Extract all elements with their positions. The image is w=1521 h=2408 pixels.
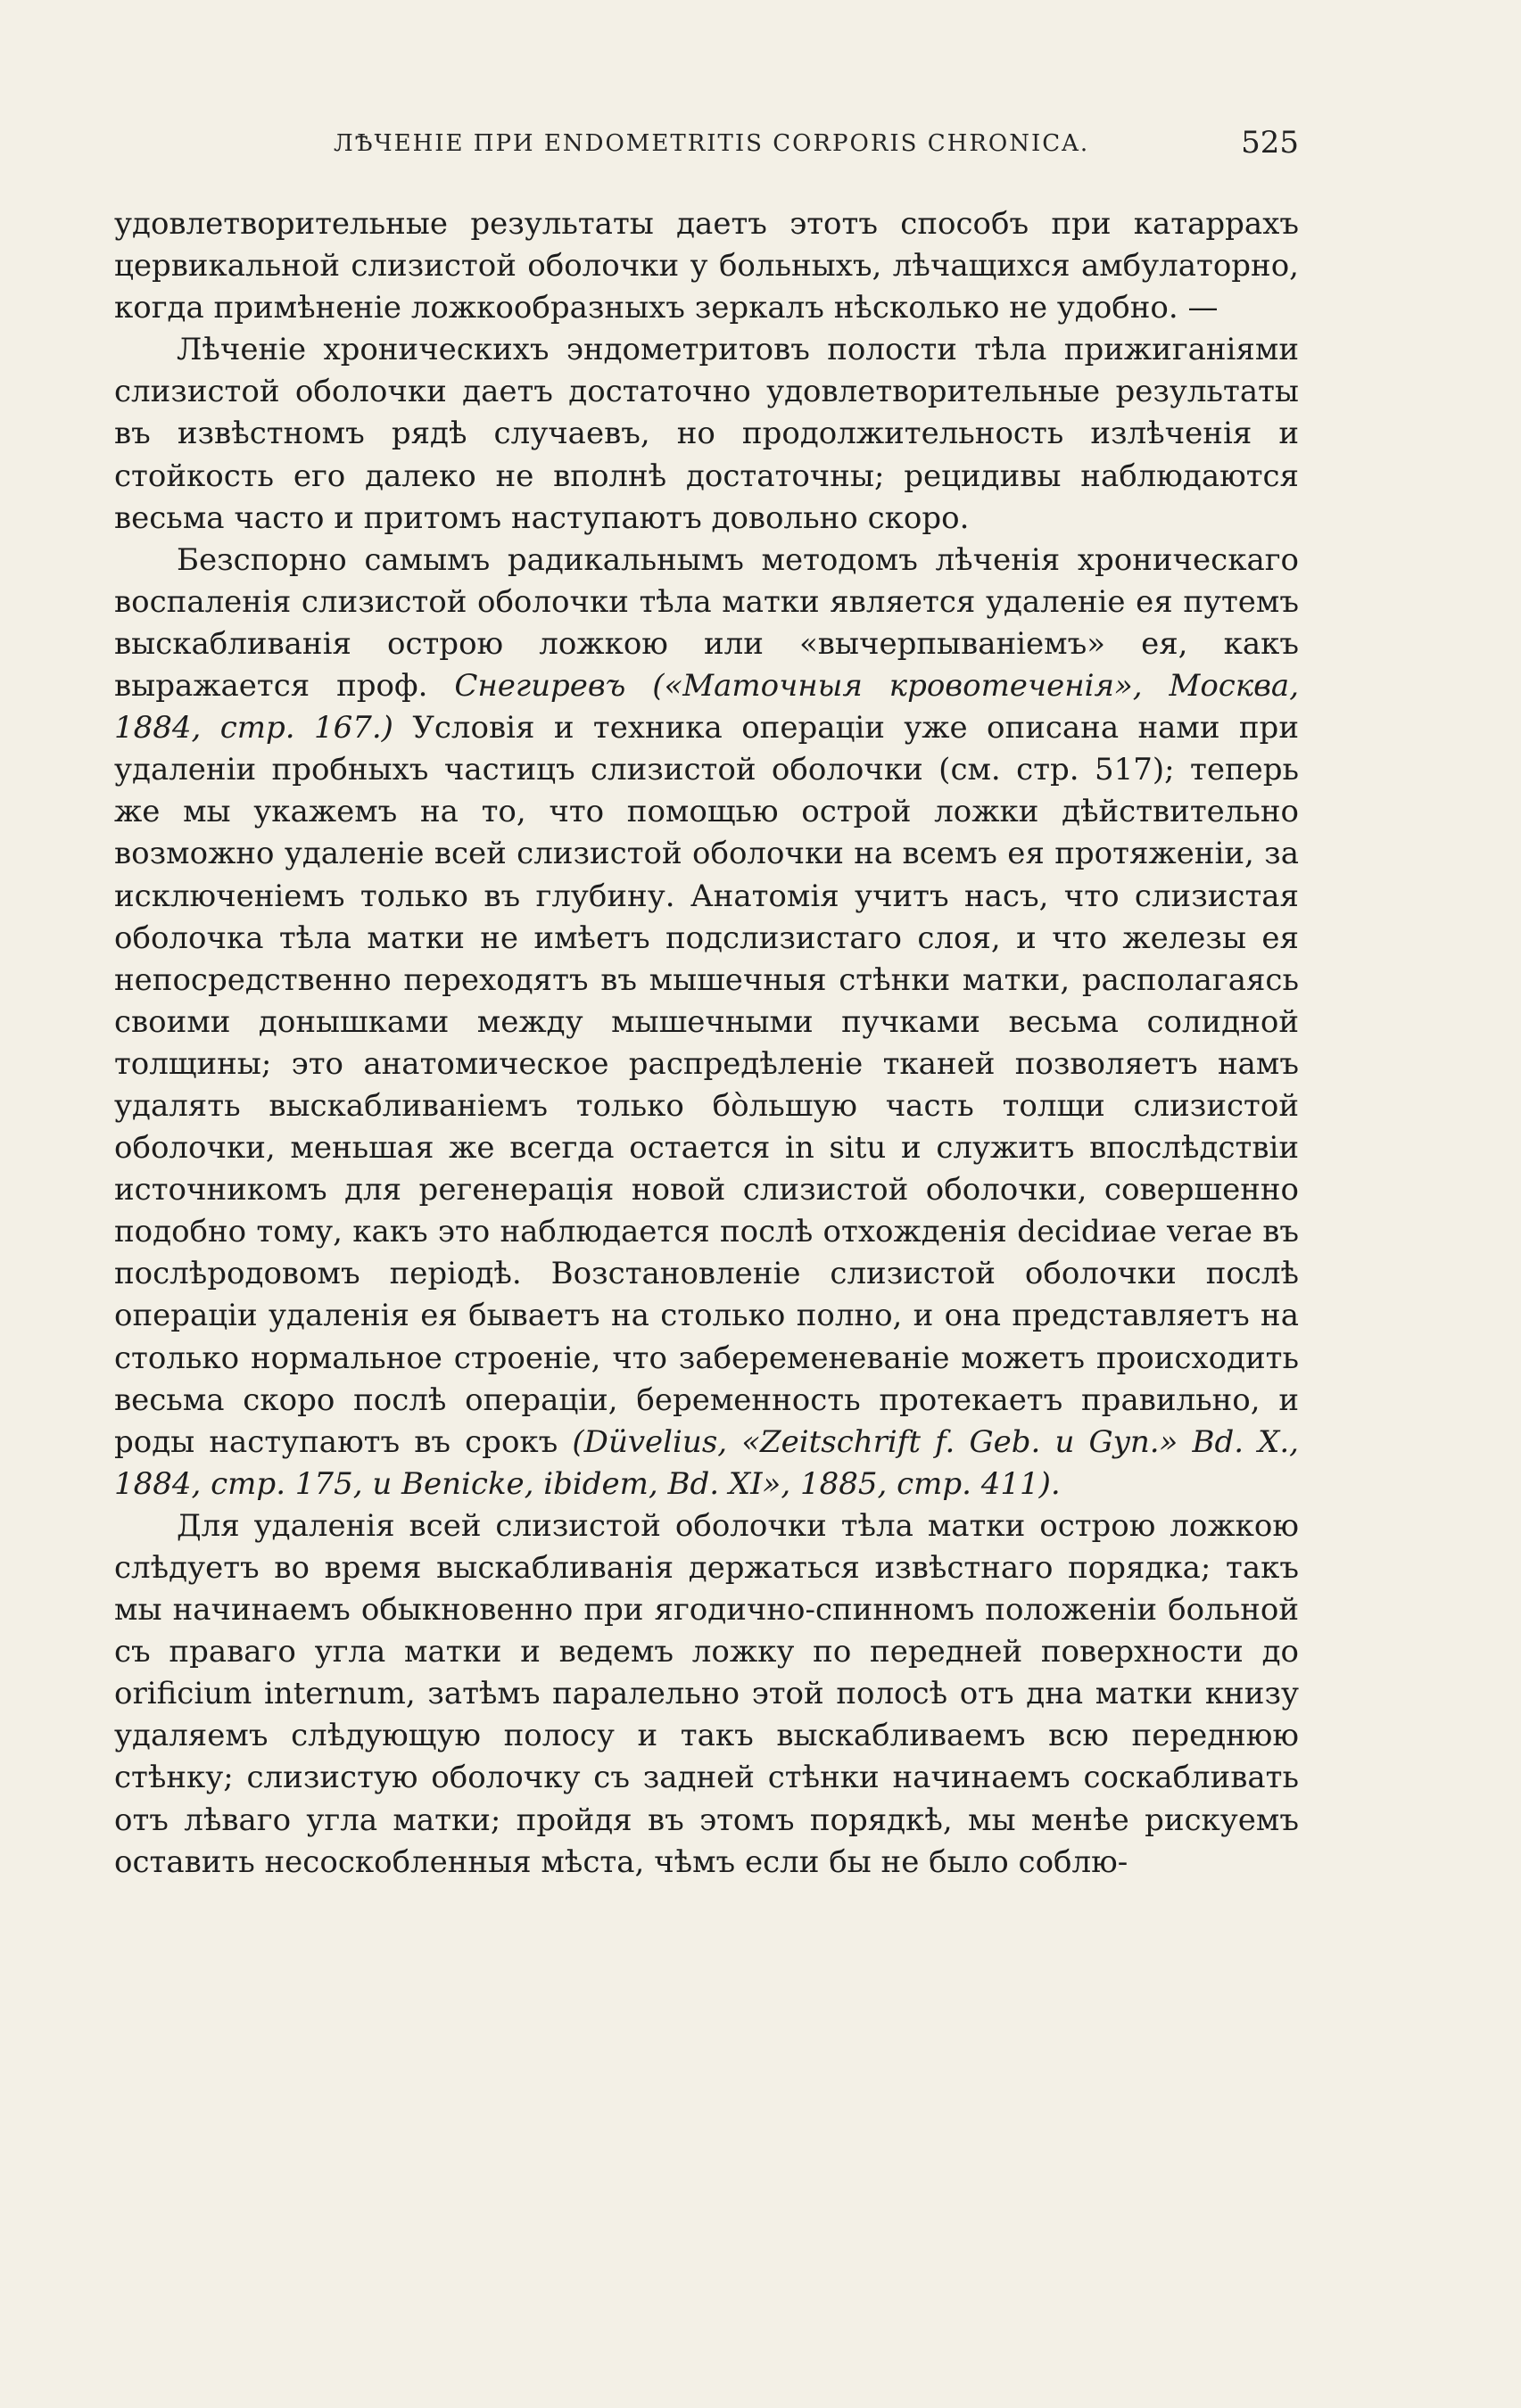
paragraph-text: удовлетворительные результаты даетъ этотъ способъ при катаррахъ цервикальной слизистой оболочки у больныхъ, лѣчащихся амбулаторно, когда примѣненіе ложкообразныхъ зеркалъ нѣсколько не удобно. — [114, 206, 1299, 326]
paragraph-continuation [114, 203, 1299, 329]
paragraph-text: Условія и техника операціи уже описана нами при удаленіи пробныхъ частицъ слизистой оболочки (см. стр. 517); теперь же мы укажемъ на то, что помощью острой ложки дѣйствительно возможно удаленіе всей слизистой оболочки на всемъ ея протяженіи, за исключеніемъ только въ глубину. Анатомія учитъ насъ, что слизистая оболочка тѣла матки не имѣетъ подслизистаго слоя, и что железы ея непосредственно переходятъ въ мышечныя стѣнки матки, располагаясь своими донышками между мышечными пучками весьма солидной толщины; это анатомическое распредѣленіе тканей позволяетъ намъ удалять выскабливаніемъ только бòльшую часть толщи слизистой оболочки, меньшая же всегда остается in situ и служитъ впослѣдствіи источникомъ для регенерація новой слизистой оболочки, совершенно подобно тому, какъ это наблюдается послѣ отхожденія decidиae verae въ послѣродовомъ періодѣ. Возстановленіе слизистой оболочки послѣ операціи удаленія ея бываетъ на столько полно, и она представляетъ на столько нормальное строеніе, что забеременеваніе можетъ происходить весьма скоро послѣ операціи, беременность протекаетъ правильно, и роды наступаютъ въ срокъ [114, 710, 1299, 1460]
paragraph-text: Безспорно самымъ радикальнымъ методомъ лѣченія хроническаго воспаленія слизистой оболочки тѣла матки является удаленіе ея путемъ выскабливанія острою ложкою или «вычерпываніемъ» ея, какъ выражается проф. [114, 541, 1299, 705]
page-header [114, 125, 1299, 168]
page-body [114, 203, 1299, 1884]
paragraph-curettage [114, 540, 1299, 1505]
paragraph-text: Для удаленія всей слизистой оболочки тѣла матки острою ложкою слѣдуетъ во время выскабливанія держаться извѣстнаго порядка; такъ мы начинаемъ обыкновенно при ягодично-спинномъ положеніи больной съ праваго угла матки и ведемъ ложку по передней поверхности до orificium internum, затѣмъ паралельно этой полосѣ отъ дна матки книзу удаляемъ слѣдующую полосу и такъ выскабливаемъ всю переднюю стѣнку; слизистую оболочку съ задней стѣнки начинаемъ соскабливать отъ лѣваго угла матки; пройдя въ этомъ порядкѣ, мы менѣе рискуемъ оставить несоскобленныя мѣста, чѣмъ если бы не было соблю- [114, 1507, 1299, 1880]
paragraph-text: Лѣченіе хроническихъ эндометритовъ полости тѣла прижиганіями слизистой оболочки даетъ достаточно удовлетворительные результаты въ извѣстномъ рядѣ случаевъ, но продолжительность излѣченія и стойкость его далеко не вполнѣ достаточны; рецидивы наблюдаются весьма часто и притомъ наступаютъ довольно скоро. [114, 332, 1299, 536]
citation-duvelius: (Düvelius, «Zeitschrift f. Geb. и Gyn.» Bd. X., 1884, стр. 175, и Benicke, ibidem, Bd. XI», 1885, стр. 411). [114, 1423, 1299, 1502]
paragraph-cauterization [114, 329, 1299, 539]
page-number: 525 [1241, 125, 1299, 161]
citation-snegirev: Снегиревъ («Маточныя кровотеченія», Москва, 1884, стр. 167.) [114, 668, 1299, 746]
paragraph-technique [114, 1505, 1299, 1884]
running-title: ЛѢЧЕНІЕ ПРИ ENDOMETRITIS CORPORIS CHRONICA. [334, 130, 1090, 157]
